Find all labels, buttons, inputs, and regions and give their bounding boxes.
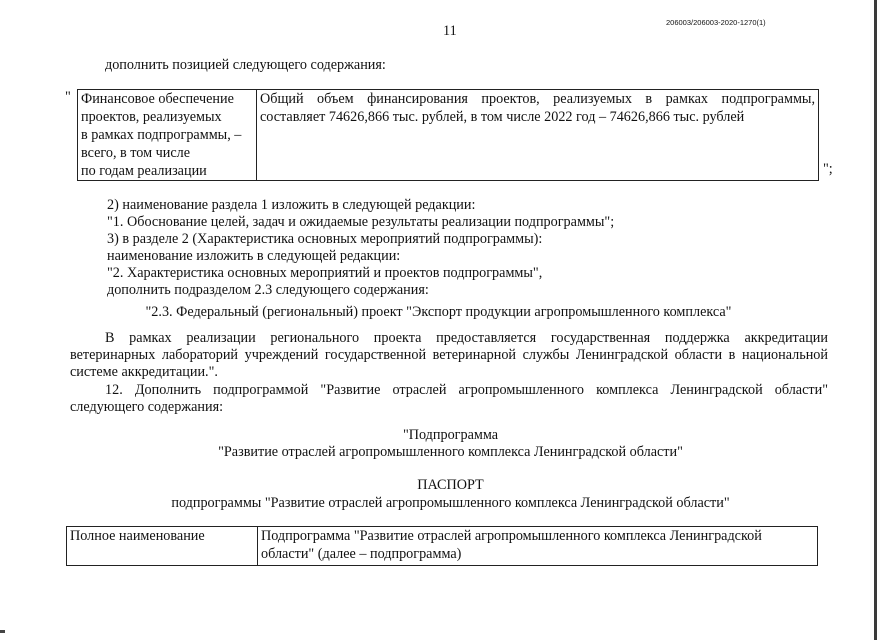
table-close-mark: "; <box>823 161 833 177</box>
document-code: 206003/206003-2020-1270(1) <box>666 18 766 27</box>
finance-table <box>77 89 819 181</box>
passport-value-line: Подпрограмма "Развитие отраслей агропромышленного комплекса Ленинградской <box>261 528 762 544</box>
paragraph-3-b: "2. Характеристика основных мероприятий и проектов подпрограммы", <box>107 265 543 281</box>
paragraph-12-line-2: следующего содержания: <box>70 399 224 415</box>
paragraph-3-a: наименование изложить в следующей редакции: <box>107 248 401 264</box>
finance-label-line: Финансовое обеспечение <box>81 91 234 107</box>
subprogram-name: "Развитие отраслей агропромышленного комплекса Ленинградской области" <box>218 444 683 460</box>
scan-mark <box>0 630 5 633</box>
finance-label-cell <box>78 90 257 181</box>
paragraph-2-text: "1. Обоснование целей, задач и ожидаемые результаты реализации подпрограммы"; <box>107 214 615 230</box>
support-line-2: ветеринарных лабораторий учреждений государственной ветеринарной службы Ленинградской области в национальной <box>70 347 828 363</box>
finance-label-line: всего, в том числе <box>81 145 191 161</box>
paragraph-3: 3) в разделе 2 (Характеристика основных мероприятий подпрограммы): <box>107 231 543 247</box>
passport-label: Полное наименование <box>70 528 205 544</box>
passport-value-cell <box>258 527 818 566</box>
paragraph-12-line-1: 12. Дополнить подпрограммой "Развитие отраслей агропромышленного комплекса Ленинградской области" <box>105 382 828 398</box>
passport-table <box>66 526 818 566</box>
finance-label-line: в рамках подпрограммы, – <box>81 127 242 143</box>
finance-value-line: Общий объем финансирования проектов, реализуемых в рамках подпрограммы, <box>260 91 815 107</box>
subprogram-heading: "Подпрограмма <box>402 427 499 443</box>
support-line-3: системе аккредитации.". <box>70 364 218 380</box>
passport-title: ПАСПОРТ <box>417 477 484 493</box>
finance-value-line: составляет 74626,866 тыс. рублей, в том числе 2022 год – 74626,866 тыс. рублей <box>260 109 745 125</box>
passport-label-cell <box>67 527 258 566</box>
table-open-quote: " <box>65 89 71 105</box>
finance-value-cell <box>257 90 819 181</box>
paragraph-2: 2) наименование раздела 1 изложить в следующей редакции: <box>107 197 476 213</box>
passport-value-line: области" (далее – подпрограмма) <box>261 546 462 562</box>
support-line-1: В рамках реализации регионального проекта предоставляется государственная поддержка аккредитации <box>105 330 828 346</box>
subsection-title: "2.3. Федеральный (региональный) проект "Экспорт продукции агропромышленного комплекса" <box>145 304 732 320</box>
passport-subtitle: подпрограммы "Развитие отраслей агропромышленного комплекса Ленинградской области" <box>171 495 730 511</box>
finance-label-line: по годам реализации <box>81 163 207 179</box>
intro-line: дополнить позицией следующего содержания: <box>105 57 386 73</box>
page-number: 11 <box>443 23 457 39</box>
finance-label-line: проектов, реализуемых <box>81 109 222 125</box>
paragraph-3-c: дополнить подразделом 2.3 следующего содержания: <box>107 282 429 298</box>
